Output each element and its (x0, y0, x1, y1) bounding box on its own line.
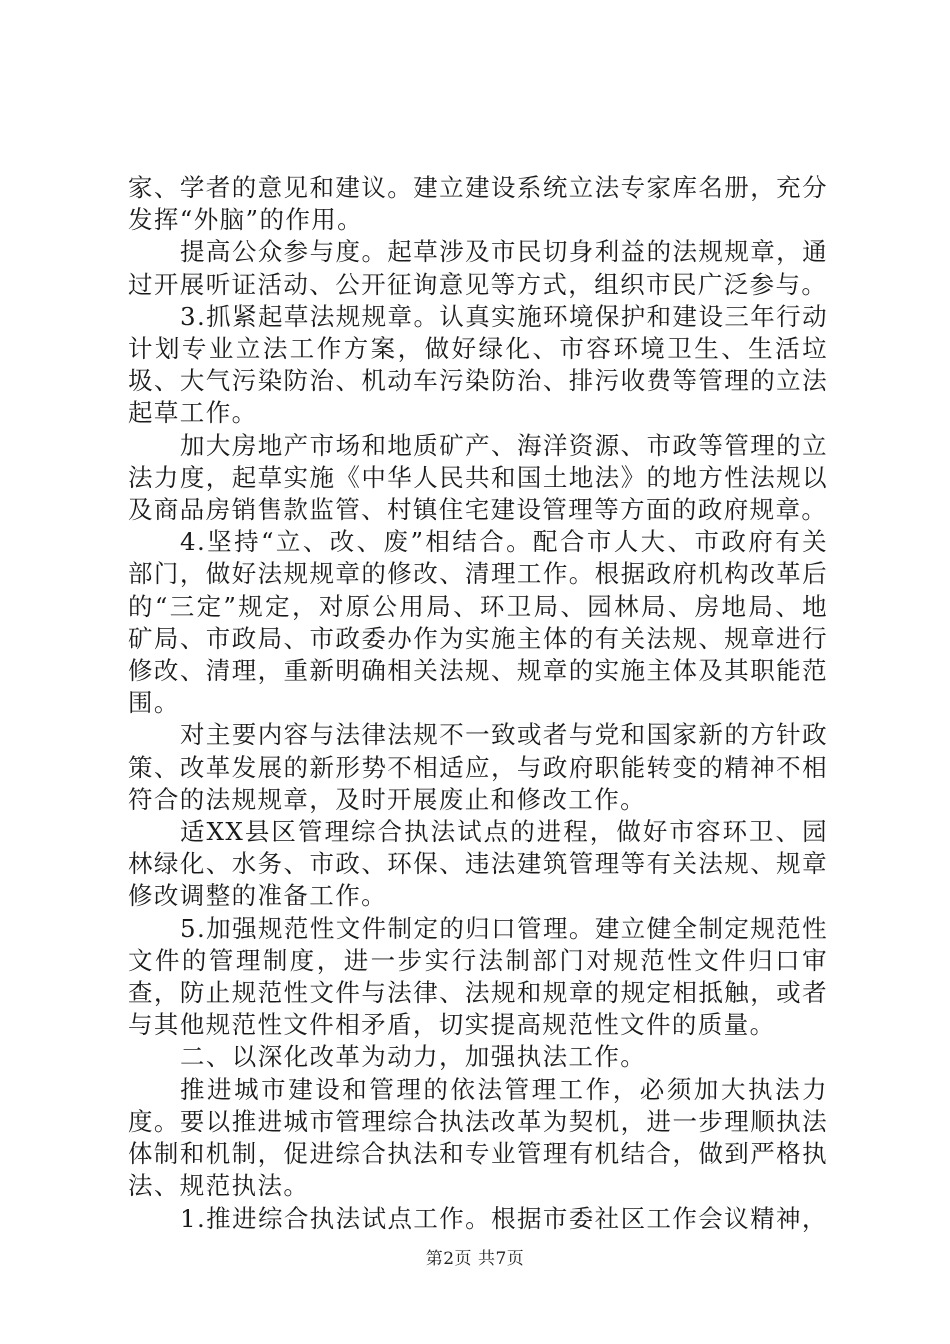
paragraph-1: 家、学者的意见和建议。建立建设系统立法专家库名册，充分发挥“外脑”的作用。 (128, 173, 828, 235)
section-heading: 二、以深化改革为动力，加强执法工作。 (180, 1042, 647, 1072)
paragraph-8: 5.加强规范性文件制定的归口管理。建立健全制定规范性文件的管理制度，进一步实行法制部门对规范性文件归口审查，防止规范性文件与法律、法规和规章的规定相抵触，或者与其他规范性文件相矛盾，切实提高规范性文件的质量。 (128, 913, 828, 1040)
document-body (128, 172, 828, 1235)
page-number-footer: 第2页 共7页 (425, 1249, 525, 1269)
paragraph-5: 4.坚持“立、改、废”相结合。配合市人大、市政府有关部门，做好法规规章的修改、清理工作。根据政府机构改革后的“三定”规定，对原公用局、环卫局、园林局、房地局、地矿局、市政局、市政委办作为实施主体的有关法规、规章进行修改、清理，重新明确相关法规、规章的实施主体及其职能范围。 (128, 527, 828, 718)
paragraph-11: 1.推进综合执法试点工作。根据市委社区工作会议精神， (180, 1203, 828, 1233)
paragraph-10: 推进城市建设和管理的依法管理工作，必须加大执法力度。要以推进城市管理综合执法改革为契机，进一步理顺执法体制和机制，促进综合执法和专业管理有机结合，做到严格执法、规范执法。 (128, 1074, 828, 1201)
paragraph-3: 3.抓紧起草法规规章。认真实施环境保护和建设三年行动计划专业立法工作方案，做好绿化、市容环境卫生、生活垃圾、大气污染防治、机动车污染防治、排污收费等管理的立法起草工作。 (128, 301, 828, 428)
paragraph-4: 加大房地产市场和地质矿产、海洋资源、市政等管理的立法力度，起草实施《中华人民共和国土地法》的地方性法规以及商品房销售款监管、村镇住宅建设管理等方面的政府规章。 (128, 430, 828, 525)
paragraph-7: 适XX县区管理综合执法试点的进程，做好市容环卫、园林绿化、水务、市政、环保、违法建筑管理等有关法规、规章修改调整的准备工作。 (128, 817, 828, 911)
paragraph-2: 提高公众参与度。起草涉及市民切身利益的法规规章，通过开展听证活动、公开征询意见等方式，组织市民广泛参与。 (128, 237, 828, 299)
paragraph-6: 对主要内容与法律法规不一致或者与党和国家新的方针政策、改革发展的新形势不相适应，与政府职能转变的精神不相符合的法规规章，及时开展废止和修改工作。 (128, 720, 828, 814)
